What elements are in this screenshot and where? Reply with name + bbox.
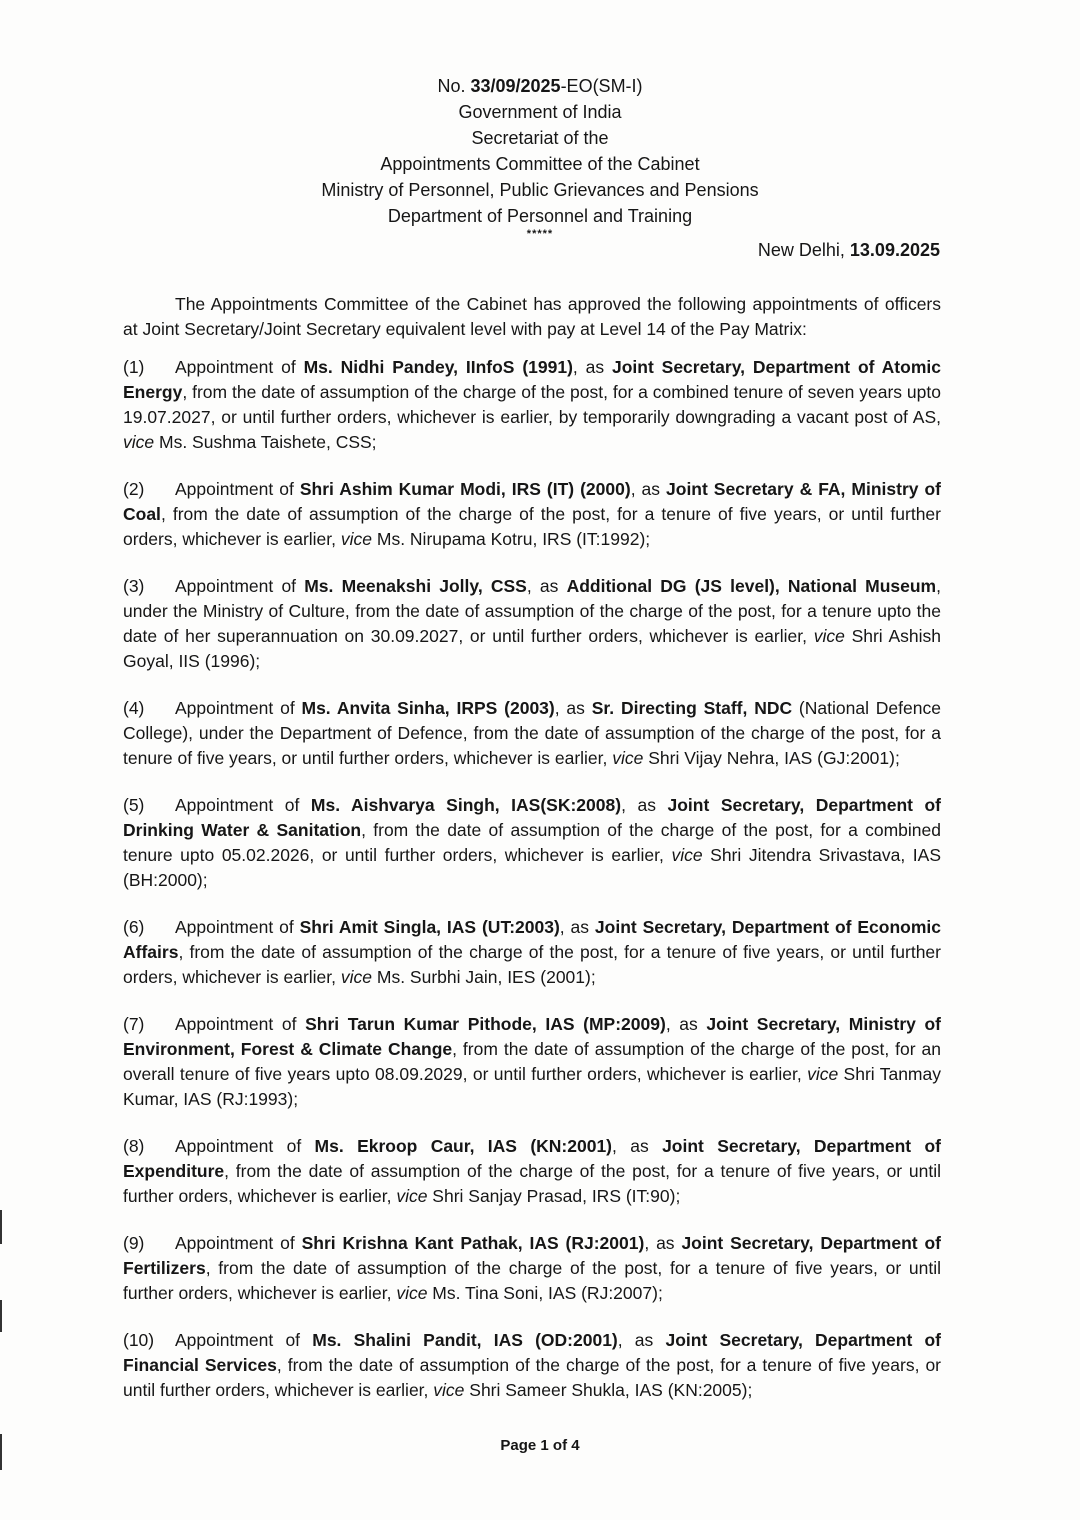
appointment-item <box>123 1012 941 1112</box>
vice-label: vice <box>612 748 644 768</box>
appointment-item <box>123 355 941 455</box>
item-number: (3) <box>123 576 145 596</box>
header-line-government: Government of India <box>458 102 622 122</box>
item-details: , from the date of assumption of the charge of the post, for a combined tenure upto 05.02.2026, or until further orders, whichever is earlier, <box>123 820 942 865</box>
officer-name: Ms. Shalini Pandit, IAS (OD:2001) <box>312 1330 618 1350</box>
appointment-item <box>123 915 941 990</box>
item-details: (National Defence College), under the Department of Defence, from the date of assumption of the charge of the post, for a tenure of five years, or until further orders, whichever is earlier, <box>123 698 941 768</box>
post-title: Joint Secretary & FA, Ministry of Coal <box>123 479 942 524</box>
document-header <box>0 73 1080 239</box>
item-number: (5) <box>123 795 145 815</box>
item-number: (9) <box>123 1233 145 1253</box>
officer-name: Shri Krishna Kant Pathak, IAS (RJ:2001) <box>301 1233 645 1253</box>
officer-name: Shri Tarun Kumar Pithode, IAS (MP:2009) <box>305 1014 666 1034</box>
item-mid: , as <box>572 357 612 377</box>
officer-name: Ms. Anvita Sinha, IRPS (2003) <box>301 698 555 718</box>
post-title: Sr. Directing Staff, NDC <box>591 698 793 718</box>
item-lead: Appointment of <box>175 1136 315 1156</box>
vice-label: vice <box>123 432 155 452</box>
item-mid: , as <box>621 795 668 815</box>
item-number: (8) <box>123 1136 145 1156</box>
appointment-item <box>123 1134 941 1209</box>
scan-edge-mark <box>0 1210 2 1244</box>
officer-name: Ms. Aishvarya Singh, IAS(SK:2008) <box>310 795 622 815</box>
item-mid: , as <box>617 1330 666 1350</box>
item-lead: Appointment of <box>175 357 304 377</box>
item-number: (6) <box>123 917 145 937</box>
header-line-department: Department of Personnel and Training <box>387 206 693 226</box>
item-number: (10) <box>123 1330 155 1350</box>
predecessor: Shri Jitendra Srivastava, IAS (BH:2000); <box>123 845 941 890</box>
header-separator: ***** <box>526 228 554 240</box>
item-details: , from the date of assumption of the charge of the post, for a tenure of five years, or until further orders, whichever is earlier, <box>123 504 941 549</box>
item-details: , from the date of assumption of the charge of the post, for a combined tenure of seven years upto 19.07.2027, or until further orders, whichever is earlier, by temporarily downgrading a vacant post of AS, <box>123 382 941 427</box>
item-number: (1) <box>123 357 145 377</box>
vice-label: vice <box>396 1186 428 1206</box>
post-title: Joint Secretary, Department of Drinking Water & Sanitation <box>123 795 942 840</box>
predecessor: Ms. Nirupama Kotru, IRS (IT:1992); <box>372 529 651 549</box>
item-lead: Appointment of <box>175 698 302 718</box>
appointment-item <box>123 574 941 674</box>
item-mid: , as <box>612 1136 663 1156</box>
post-title: Joint Secretary, Department of Financial Services <box>123 1330 941 1375</box>
predecessor: Shri Sameer Shukla, IAS (KN:2005); <box>464 1380 753 1400</box>
post-title: Joint Secretary, Department of Fertilizers <box>123 1233 941 1278</box>
item-details: , from the date of assumption of the charge of the post, for a tenure of five years, or until further orders, whichever is earlier, <box>123 1161 941 1206</box>
item-lead: Appointment of <box>175 917 300 937</box>
vice-label: vice <box>433 1380 465 1400</box>
predecessor: Ms. Sushma Taishete, CSS; <box>154 432 377 452</box>
item-number: (7) <box>123 1014 145 1034</box>
item-details: , from the date of assumption of the charge of the post, for an overall tenure of five years upto 08.09.2029, or until further orders, whichever is earlier, <box>123 1039 941 1084</box>
reference-number: No. 33/09/2025-EO(SM-I) <box>437 76 643 96</box>
predecessor: Shri Vijay Nehra, IAS (GJ:2001); <box>643 748 900 768</box>
item-number: (4) <box>123 698 145 718</box>
vice-label: vice <box>807 1064 839 1084</box>
predecessor: Shri Sanjay Prasad, IRS (IT:90); <box>427 1186 681 1206</box>
vice-label: vice <box>340 529 372 549</box>
appointment-item <box>123 793 941 893</box>
item-details: , from the date of assumption of the charge of the post, for a tenure of five years, or until further orders, whichever is earlier, <box>123 1258 941 1303</box>
appointment-item <box>123 1231 941 1306</box>
item-mid: , as <box>559 917 595 937</box>
item-details: , from the date of assumption of the charge of the post, for a tenure of five years, or until further orders, whichever is earlier, <box>123 1355 941 1400</box>
appointment-item <box>123 477 941 552</box>
item-lead: Appointment of <box>175 479 300 499</box>
officer-name: Ms. Ekroop Caur, IAS (KN:2001) <box>314 1136 613 1156</box>
scan-edge-mark <box>0 1300 2 1332</box>
header-line-committee: Appointments Committee of the Cabinet <box>380 154 700 174</box>
predecessor: Shri Tanmay Kumar, IAS (RJ:1993); <box>123 1064 941 1109</box>
post-title: Joint Secretary, Ministry of Environment, Forest & Climate Change <box>123 1014 941 1059</box>
post-title: Additional DG (JS level), National Museum <box>566 576 937 596</box>
officer-name: Shri Ashim Kumar Modi, IRS (IT) (2000) <box>299 479 631 499</box>
item-mid: , as <box>554 698 592 718</box>
appointment-item <box>123 696 941 771</box>
item-details: , under the Ministry of Culture, from the date of assumption of the charge of the post, for a tenure upto the date of her superannuation on 30.09.2027, or until further orders, whichever is earlier, <box>123 576 941 646</box>
predecessor: Shri Ashish Goyal, IIS (1996); <box>123 626 941 671</box>
vice-label: vice <box>396 1283 428 1303</box>
item-lead: Appointment of <box>175 795 311 815</box>
post-title: Joint Secretary, Department of Economic Affairs <box>123 917 941 962</box>
dateline-date: 13.09.2025 <box>849 240 940 260</box>
page-number: Page 1 of 4 <box>500 1437 580 1454</box>
item-mid: , as <box>526 576 567 596</box>
item-lead: Appointment of <box>175 576 305 596</box>
predecessor: Ms. Tina Soni, IAS (RJ:2007); <box>427 1283 663 1303</box>
appointment-list <box>123 355 941 1403</box>
post-title: Joint Secretary, Department of Expenditure <box>123 1136 942 1181</box>
item-mid: , as <box>630 479 667 499</box>
predecessor: Ms. Surbhi Jain, IES (2001); <box>372 967 596 987</box>
item-lead: Appointment of <box>175 1014 306 1034</box>
officer-name: Shri Amit Singla, IAS (UT:2003) <box>299 917 560 937</box>
dateline-place: New Delhi, <box>757 240 850 260</box>
header-line-ministry: Ministry of Personnel, Public Grievances and Pensions <box>321 180 759 200</box>
vice-label: vice <box>813 626 845 646</box>
officer-name: Ms. Nidhi Pandey, IInfoS (1991) <box>303 357 573 377</box>
post-title: Joint Secretary, Department of Atomic Energy <box>123 357 941 402</box>
appointment-item <box>123 1328 941 1403</box>
item-mid: , as <box>644 1233 682 1253</box>
officer-name: Ms. Meenakshi Jolly, CSS <box>304 576 527 596</box>
item-number: (2) <box>123 479 145 499</box>
header-line-secretariat: Secretariat of the <box>471 128 609 148</box>
item-mid: , as <box>665 1014 707 1034</box>
vice-label: vice <box>340 967 372 987</box>
document-body <box>123 292 941 1425</box>
item-details: , from the date of assumption of the charge of the post, for a tenure of five years, or until further orders, whichever is earlier, <box>123 942 941 987</box>
vice-label: vice <box>671 845 703 865</box>
dateline <box>758 240 940 261</box>
item-lead: Appointment of <box>175 1233 302 1253</box>
item-lead: Appointment of <box>175 1330 313 1350</box>
intro-paragraph: The Appointments Committee of the Cabinet has approved the following appointments of officers at Joint Secretary/Joint Secretary equivalent level with pay at Level 14 of the Pay Matrix: <box>123 294 941 339</box>
